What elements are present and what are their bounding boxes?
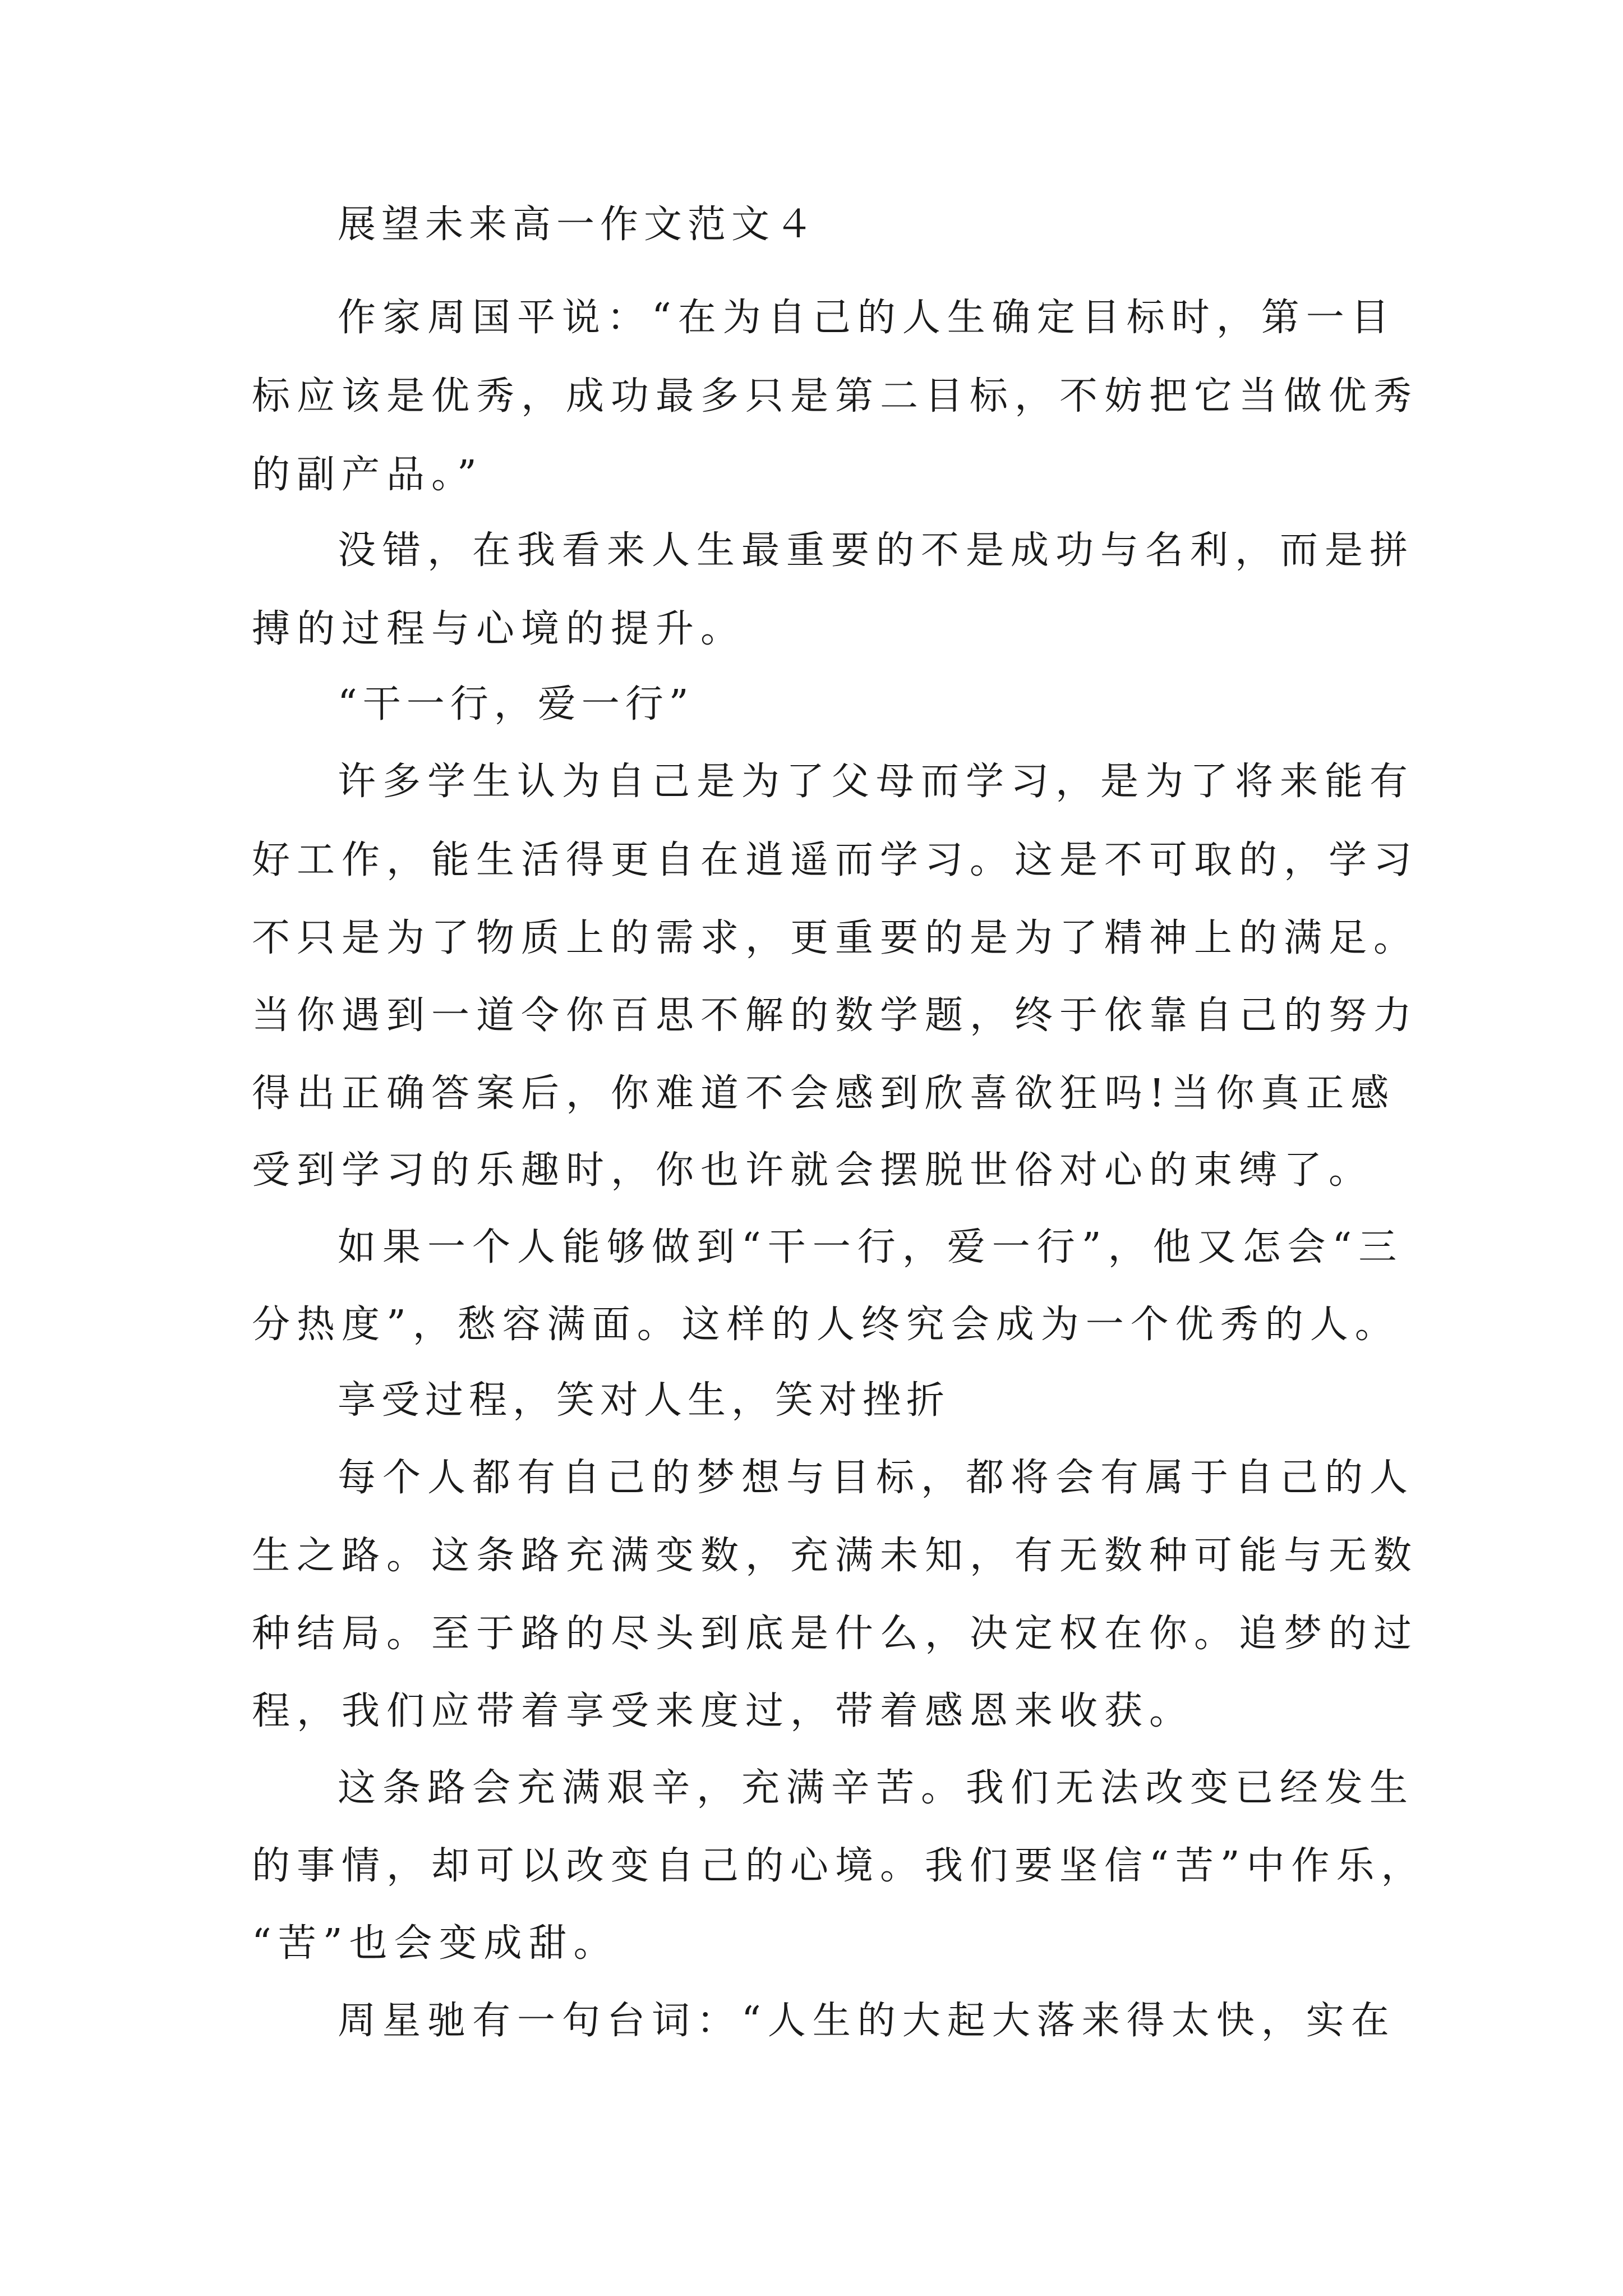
text-line: 如果一个人能够做到“干一行，爱一行”，他又怎会“三 — [338, 1225, 1404, 1269]
text-line: 当你遇到一道令你百思不解的数学题，终于依靠自己的努力 — [252, 993, 1419, 1038]
text-line: 这条路会充满艰辛，充满辛苦。我们无法改变已经发生 — [338, 1766, 1415, 1810]
text-line: 得出正确答案后，你难道不会感到欣喜欲狂吗!当你真正感 — [252, 1071, 1396, 1116]
text-line: 标应该是优秀，成功最多只是第二目标，不妨把它当做优秀 — [252, 374, 1419, 418]
text-line: 的副产品。” — [252, 453, 483, 497]
text-line: 作家周国平说：“在为自己的人生确定目标时，第一目 — [338, 296, 1396, 340]
document-title: 展望未来高一作文范文４ — [338, 203, 819, 247]
section-heading: “干一行，爱一行” — [338, 682, 694, 726]
section-heading: 享受过程，笑对人生，笑对挫折 — [338, 1378, 951, 1423]
text-line: 的事情，却可以改变自己的心境。我们要坚信“苦”中作乐， — [252, 1844, 1426, 1888]
text-line: 种结局。至于路的尽头到底是什么，决定权在你。追梦的过 — [252, 1612, 1419, 1656]
text-line: 程，我们应带着享受来度过，带着感恩来收获。 — [252, 1689, 1195, 1733]
text-line: 受到学习的乐趣时，你也许就会摆脱世俗对心的束缚了。 — [252, 1148, 1374, 1193]
text-line: 搏的过程与心境的提升。 — [252, 607, 746, 651]
text-line: 没错，在我看来人生最重要的不是成功与名利，而是拼 — [338, 528, 1415, 573]
text-line: 生之路。这条路充满变数，充满未知，有无数种可能与无数 — [252, 1534, 1419, 1578]
text-line: 不只是为了物质上的需求，更重要的是为了精神上的满足。 — [252, 916, 1419, 960]
text-line: 周星驰有一句台词：“人生的大起大落来得太快，实在 — [338, 1999, 1396, 2043]
text-line: 分热度”，愁容满面。这样的人终究会成为一个优秀的人。 — [252, 1303, 1400, 1347]
text-line: 许多学生认为自己是为了父母而学习，是为了将来能有 — [338, 760, 1415, 804]
text-line: “苦”也会变成甜。 — [252, 1921, 619, 1966]
text-line: 好工作，能生活得更自在逍遥而学习。这是不可取的，学习 — [252, 838, 1419, 882]
text-line: 每个人都有自己的梦想与目标，都将会有属于自己的人 — [338, 1456, 1415, 1500]
